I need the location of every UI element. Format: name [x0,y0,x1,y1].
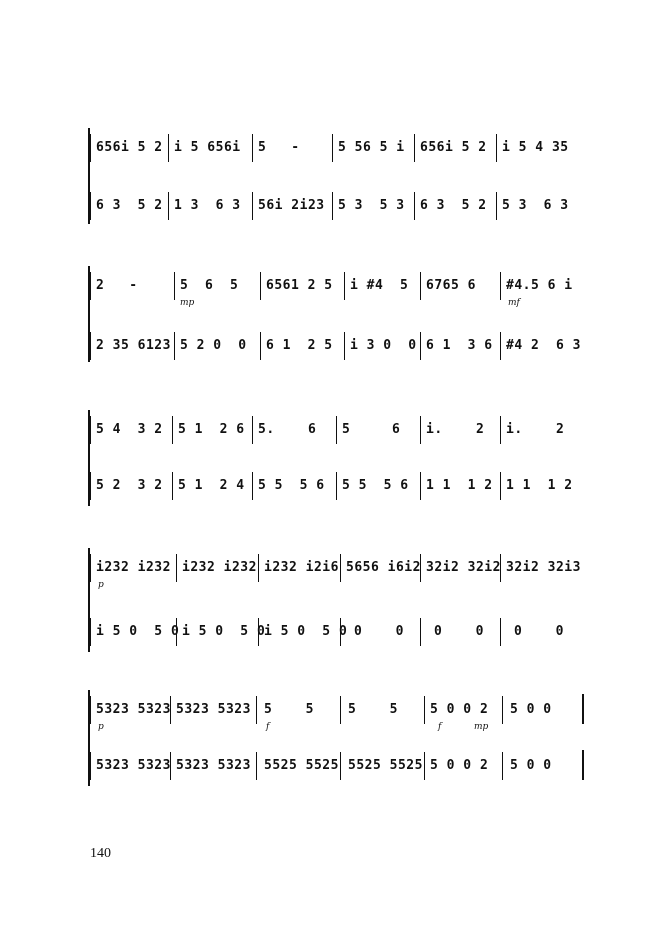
measure: 5 1 2 6 [178,422,245,437]
measure: 656i 5 2 [420,140,487,155]
lower-staff [0,612,655,652]
measure: 5 3 5 3 [338,198,405,213]
barline [260,272,261,300]
measure: i. 2 [506,422,565,437]
measure: 5 0 0 2 [430,758,489,773]
measure: 656i 5 2 [96,140,163,155]
measure: 5 2 3 2 [96,478,163,493]
barline [172,472,173,500]
measure: 5323 5323 [96,758,171,773]
measure: 1 3 6 3 [174,198,241,213]
barline [168,134,169,162]
measure: 5 - [258,140,308,155]
barline [252,416,253,444]
barline [90,618,91,646]
measure: #4 2 6 3 [506,338,581,353]
measure: 6 3 5 2 [96,198,163,213]
measure: 5 6 5 [180,278,239,293]
upper-staff [0,128,655,168]
lower-staff [0,746,655,786]
barline [496,134,497,162]
dynamic-mark: f [266,722,270,732]
measure: 2 35 6123 [96,338,171,353]
barline [90,192,91,220]
upper-staff [0,266,655,306]
measure: 5323 5323 [176,702,251,717]
barline [502,696,503,724]
barline [170,696,171,724]
dynamic-mark: p [98,580,104,590]
measure: i232 i232 [182,560,257,575]
measure: i 5 0 5 0 [182,624,266,639]
measure: 5656 i6i2 [346,560,421,575]
barline [252,134,253,162]
barline [252,472,253,500]
measure: 0 0 [354,624,404,639]
barline [168,192,169,220]
barline [344,332,345,360]
measure: 5 5 5 6 [258,478,325,493]
lower-staff [0,466,655,506]
page-number: 140 [90,846,111,861]
measure: 5525 5525 [264,758,339,773]
dynamic-mark: mf [508,298,520,308]
barline [420,618,421,646]
barline [500,618,501,646]
barline [340,618,341,646]
barline [90,332,91,360]
measure: 5 5 5 6 [342,478,409,493]
dynamic-mark: mp [474,722,489,732]
barline [420,416,421,444]
measure: 1 1 1 2 [426,478,493,493]
barline [90,554,91,582]
barline [336,416,337,444]
barline [336,472,337,500]
measure: 5 2 0 0 [180,338,247,353]
measure: i 5 0 5 0 [264,624,348,639]
barline [420,554,421,582]
barline [258,554,259,582]
barline [500,554,501,582]
measure: 32i2 32i3 [506,560,581,575]
measure: 5323 5323 [176,758,251,773]
measure: 5525 5525 [348,758,423,773]
upper-staff [0,410,655,450]
barline [174,332,175,360]
barline [260,332,261,360]
measure: 5 0 0 [510,758,552,773]
measure: i 5 0 5 0 [96,624,180,639]
measure: 5 56 5 i [338,140,405,155]
barline [500,272,501,300]
measure: i #4 5 [350,278,409,293]
final-barline [582,750,584,780]
upper-staff [0,690,655,730]
measure: 56i 2i23 [258,198,325,213]
dynamic-mark: f [438,722,442,732]
barline [420,472,421,500]
measure: i. 2 [426,422,485,437]
barline [414,192,415,220]
barline [332,192,333,220]
measure: 0 0 [434,624,484,639]
measure: 5 3 6 3 [502,198,569,213]
measure: i 5 656i [174,140,241,155]
measure: 0 0 [514,624,564,639]
barline [176,554,177,582]
dynamic-mark: mp [180,298,195,308]
barline [424,752,425,780]
measure: 6 3 5 2 [420,198,487,213]
measure: i232 i2i6 [264,560,339,575]
barline [502,752,503,780]
measure: 5 6 [342,422,401,437]
barline [340,752,341,780]
barline [90,752,91,780]
barline [500,332,501,360]
measure: 5323 5323 [96,702,171,717]
barline [90,696,91,724]
measure: i232 i232 [96,560,171,575]
measure: 6 1 2 5 [266,338,333,353]
barline [90,416,91,444]
barline [496,192,497,220]
measure: 5 0 0 2 [430,702,489,717]
measure: 5 0 0 [510,702,552,717]
barline [500,472,501,500]
barline [90,472,91,500]
barline [90,134,91,162]
measure: #4.5 6 i [506,278,573,293]
barline [332,134,333,162]
lower-staff [0,326,655,366]
barline [172,416,173,444]
measure: 1 1 1 2 [506,478,573,493]
measure: 5 1 2 4 [178,478,245,493]
measure: 32i2 32i2 [426,560,501,575]
lower-staff [0,186,655,226]
barline [344,272,345,300]
measure: 6 1 3 6 [426,338,493,353]
barline [90,272,91,300]
barline [424,696,425,724]
measure: i 3 0 0 [350,338,417,353]
barline [420,272,421,300]
barline [170,752,171,780]
barline [500,416,501,444]
barline [258,618,259,646]
barline [340,696,341,724]
barline [414,134,415,162]
measure: 5 5 [348,702,398,717]
barline [252,192,253,220]
dynamic-mark: p [98,722,104,732]
measure: 6561 2 5 [266,278,333,293]
measure: 5. 6 [258,422,317,437]
measure: 5 5 [264,702,314,717]
measure: 5 4 3 2 [96,422,163,437]
barline [420,332,421,360]
barline [174,272,175,300]
measure: 2 - [96,278,138,293]
final-barline [582,694,584,724]
measure: 6765 6 [426,278,476,293]
barline [340,554,341,582]
barline [176,618,177,646]
measure: i 5 4 35 [502,140,569,155]
barline [256,696,257,724]
upper-staff [0,548,655,588]
barline [256,752,257,780]
